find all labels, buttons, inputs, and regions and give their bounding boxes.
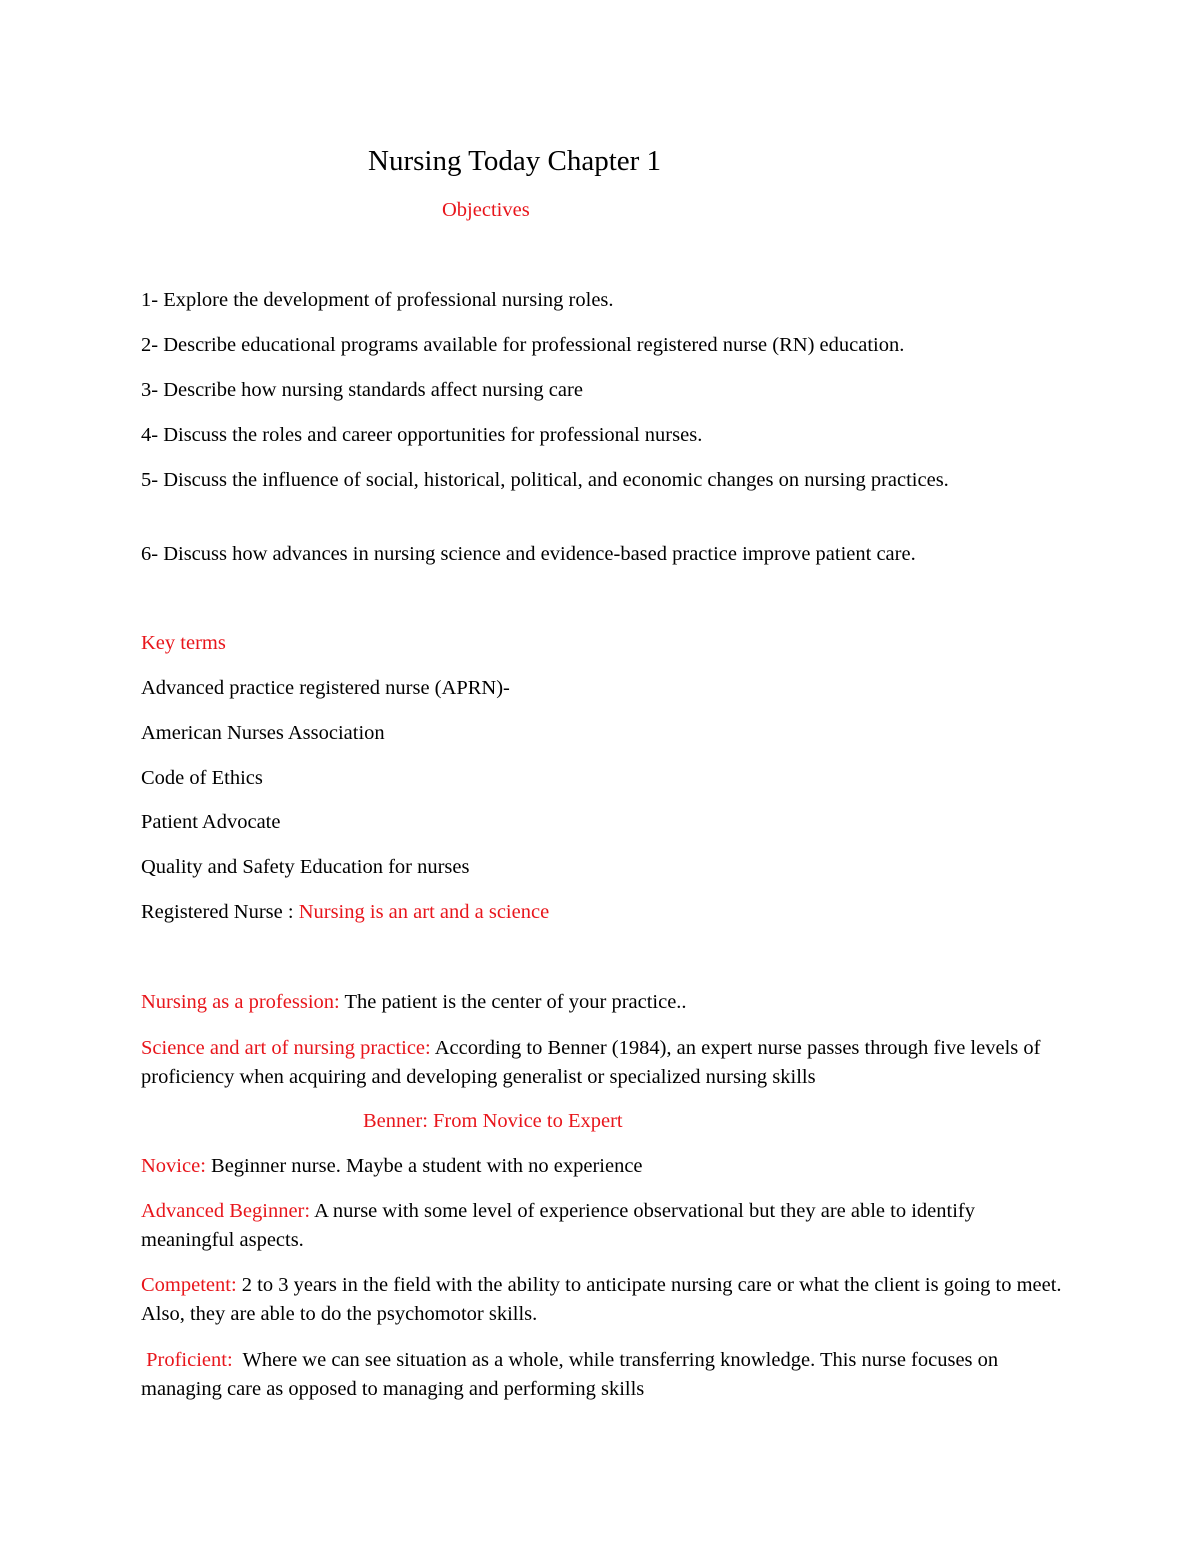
profession-text: The patient is the center of your practice.. (339, 991, 687, 1013)
key-terms-heading: Key terms (141, 632, 226, 654)
level-term: Advanced Beginner: (141, 1200, 311, 1222)
key-term-item: Advanced practice registered nurse (APRN)- (141, 677, 510, 699)
registered-nurse-definition: Nursing is an art and a science (298, 901, 550, 923)
level-term: Novice: (141, 1155, 206, 1177)
science-art-term: Science and art of nursing practice: (141, 1037, 431, 1059)
key-term-item: Patient Advocate (141, 811, 281, 833)
level-text: Where we can see situation as a whole, while transferring knowledge. This nurse focuses on managing care as opposed to managing and performing skills (141, 1349, 1004, 1400)
key-term-item: American Nurses Association (141, 722, 385, 744)
registered-nurse-entry (141, 898, 1071, 927)
objective-item: 2- Describe educational programs available for professional registered nurse (RN) education. (141, 334, 905, 356)
level-text: 2 to 3 years in the field with the ability to anticipate nursing care or what the client is going to meet. Also, they are able to do the psychomotor skills. (141, 1274, 1062, 1325)
profession-entry (141, 988, 1071, 1017)
level-proficient (141, 1346, 1031, 1404)
science-art-entry (141, 1034, 1056, 1092)
level-novice (141, 1152, 1071, 1181)
objective-item: 1- Explore the development of professional nursing roles. (141, 289, 614, 311)
document-title: Nursing Today Chapter 1 (368, 145, 662, 177)
objective-item: 4- Discuss the roles and career opportunities for professional nurses. (141, 424, 703, 446)
key-term-item: Quality and Safety Education for nurses (141, 856, 470, 878)
objective-item: 5- Discuss the influence of social, historical, political, and economic changes on nursing practices. (141, 469, 949, 491)
objective-item: 3- Describe how nursing standards affect nursing care (141, 379, 583, 401)
objective-item: 6- Discuss how advances in nursing science and evidence-based practice improve patient care. (141, 543, 916, 565)
science-art-text: According to Benner (1984), an expert nurse passes through five levels of proficiency when acquiring and developing generalist or specialized nursing skills (141, 1037, 1041, 1088)
benner-heading: Benner: From Novice to Expert (363, 1110, 623, 1132)
level-text: A nurse with some level of experience observational but they are able to identify meaningful aspects. (141, 1200, 975, 1251)
level-term: Proficient: (141, 1349, 233, 1371)
profession-term: Nursing as a profession: (141, 991, 340, 1013)
level-competent (141, 1271, 1066, 1329)
registered-nurse-term: Registered Nurse : (141, 901, 299, 923)
level-advanced-beginner (141, 1197, 1031, 1255)
objectives-heading: Objectives (442, 199, 530, 221)
level-term: Competent: (141, 1274, 237, 1296)
level-text: Beginner nurse. Maybe a student with no experience (205, 1155, 643, 1177)
key-term-item: Code of Ethics (141, 767, 263, 789)
